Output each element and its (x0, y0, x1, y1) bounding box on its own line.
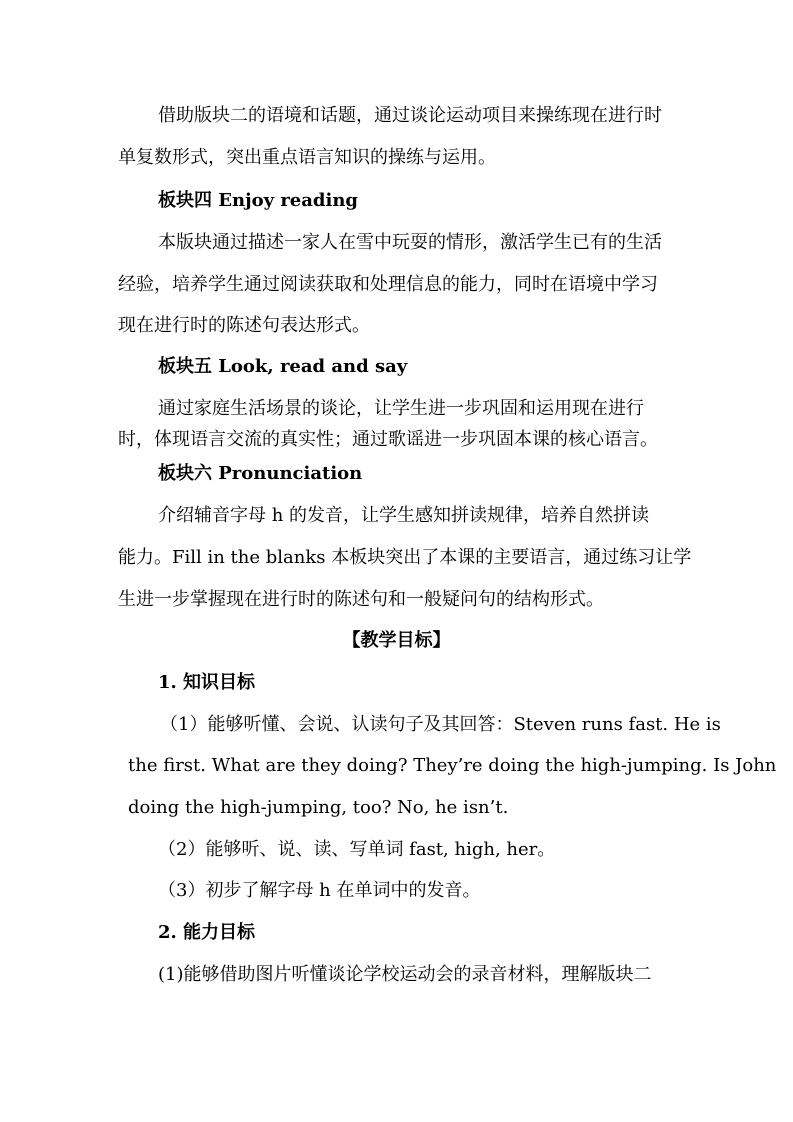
knowledge-goals-heading: 1. 知识目标 (158, 672, 256, 693)
paragraph-line: 通过家庭生活场景的谈论，让学生进一步巩固和运用现在进行 (158, 398, 644, 419)
paragraph-line: 经验，培养学生通过阅读获取和处理信息的能力，同时在语境中学习 (118, 274, 658, 295)
paragraph-line: （2）能够听、说、读、写单词 fast, high, her。 (158, 839, 556, 860)
paragraph-line: 介绍辅音字母 h 的发音，让学生感知拼读规律，培养自然拼读 (158, 505, 650, 526)
paragraph-line: (1)能够借助图片听懂谈论学校运动会的录音材料，理解版块二 (158, 964, 652, 985)
paragraph-line: 能力。Fill in the blanks 本板块突出了本课的主要语言，通过练习让学 (118, 547, 692, 568)
paragraph-line: 本版块通过描述一家人在雪中玩耍的情形，激活学生已有的生活 (158, 232, 662, 253)
paragraph-line: 生进一步掌握现在进行时的陈述句和一般疑问句的结构形式。 (118, 589, 604, 610)
paragraph-line: （1）能够听懂、会说、认读句子及其回答：Steven runs fast. He is (160, 714, 721, 735)
section-heading-6: 板块六 Pronunciation (158, 463, 363, 484)
teaching-goals-heading: 【教学目标】 (342, 630, 451, 651)
paragraph-line: the first. What are they doing? They’re doing the high-jumping. Is John (128, 755, 777, 776)
paragraph-line: （3）初步了解字母 h 在单词中的发音。 (158, 880, 481, 901)
paragraph-line: 单复数形式，突出重点语言知识的操练与运用。 (118, 147, 496, 168)
paragraph-line: 借助版块二的语境和话题，通过谈论运动项目来操练现在进行时 (158, 105, 662, 126)
paragraph-line: 时，体现语言交流的真实性；通过歌谣进一步巩固本课的核心语言。 (118, 429, 658, 450)
paragraph-line: doing the high-jumping, too? No, he isn’t. (128, 797, 509, 818)
paragraph-line: 现在进行时的陈述句表达形式。 (118, 315, 370, 336)
ability-goals-heading: 2. 能力目标 (158, 922, 256, 943)
section-heading-5: 板块五 Look, read and say (158, 356, 408, 377)
section-heading-4: 板块四 Enjoy reading (158, 190, 359, 211)
